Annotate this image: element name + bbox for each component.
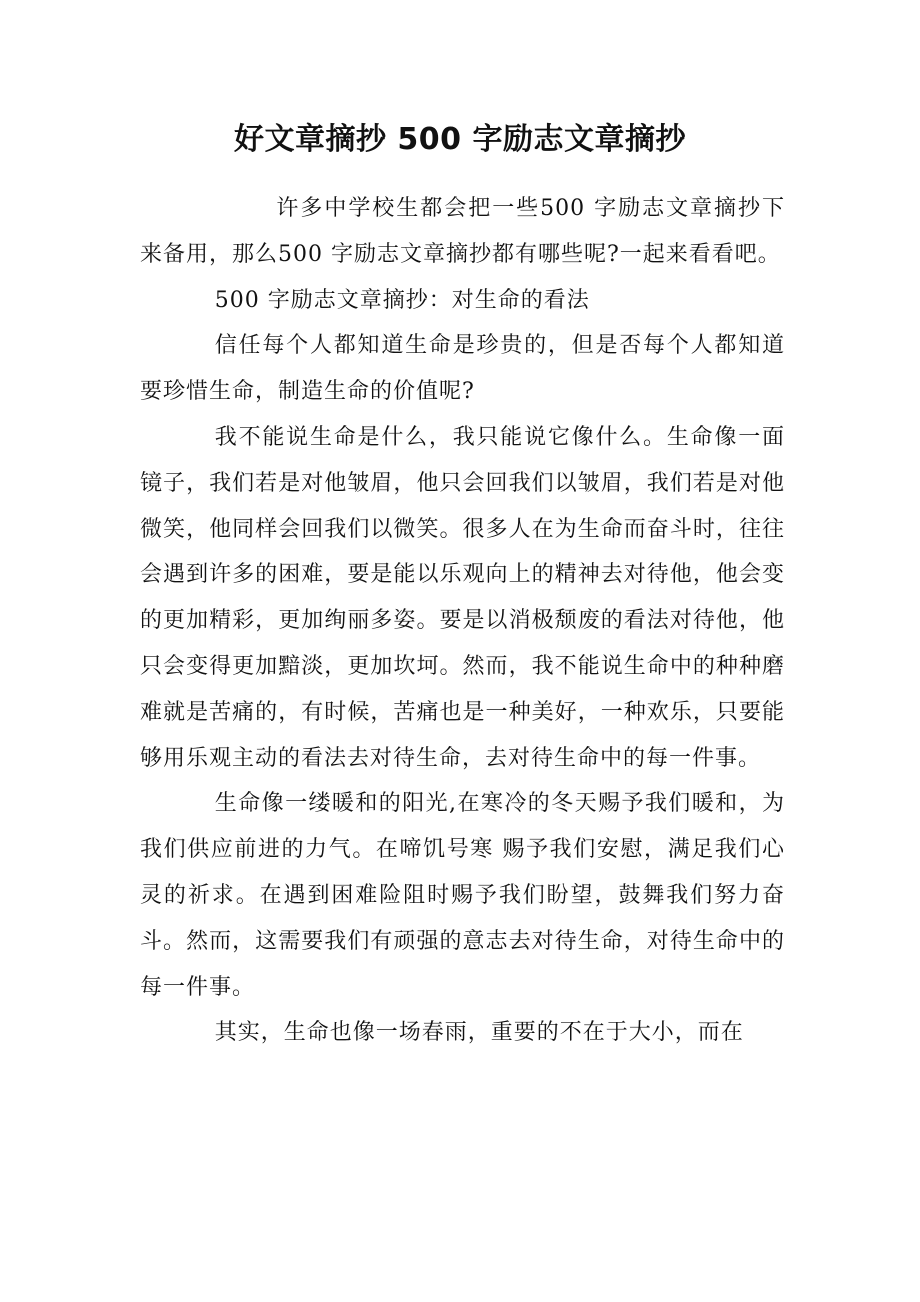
document-body: [140, 186, 785, 1056]
paragraph: 我不能说生命是什么，我只能说它像什么。生命像一面镜子，我们若是对他皱眉，他只会回我们以皱眉，我们若是对他微笑，他同样会回我们以微笑。很多人在为生命而奋斗时，往往会遇到许多的困难，要是能以乐观向上的精神去对待他，他会变的更加精彩，更加绚丽多姿。要是以消极颓废的看法对待他，他只会变得更加黯淡，更加坎坷。然而，我不能说生命中的种种磨难就是苦痛的，有时候，苦痛也是一种美好，一种欢乐，只要能够用乐观主动的看法去对待生命，去对待生命中的每一件事。: [140, 424, 785, 771]
paragraph: 其实，生命也像一场春雨，重要的不在于大小，而在: [214, 1020, 744, 1046]
paragraph: 信任每个人都知道生命是珍贵的，但是否每个人都知道要珍惜生命，制造生命的价值呢?: [140, 333, 785, 405]
document-title: 好文章摘抄 500 字励志文章摘抄: [233, 122, 686, 157]
paragraph: 生命像一缕暖和的阳光,在寒冷的冬天赐予我们暖和，为我们供应前进的力气。在啼饥号寒 赐予我们安慰，满足我们心灵的祈求。在遇到困难险阻时赐予我们盼望，鼓舞我们努力奋斗。然而，这需要我们有顽强的意志去对待生命，对待生命中的每一件事。: [140, 791, 785, 1000]
section-heading: 500 字励志文章摘抄：对生命的看法: [214, 287, 590, 313]
paragraph-intro: 许多中学校生都会把一些500 字励志文章摘抄下来备用，那么500 字励志文章摘抄都有哪些呢?一起来看看吧。: [140, 196, 785, 267]
